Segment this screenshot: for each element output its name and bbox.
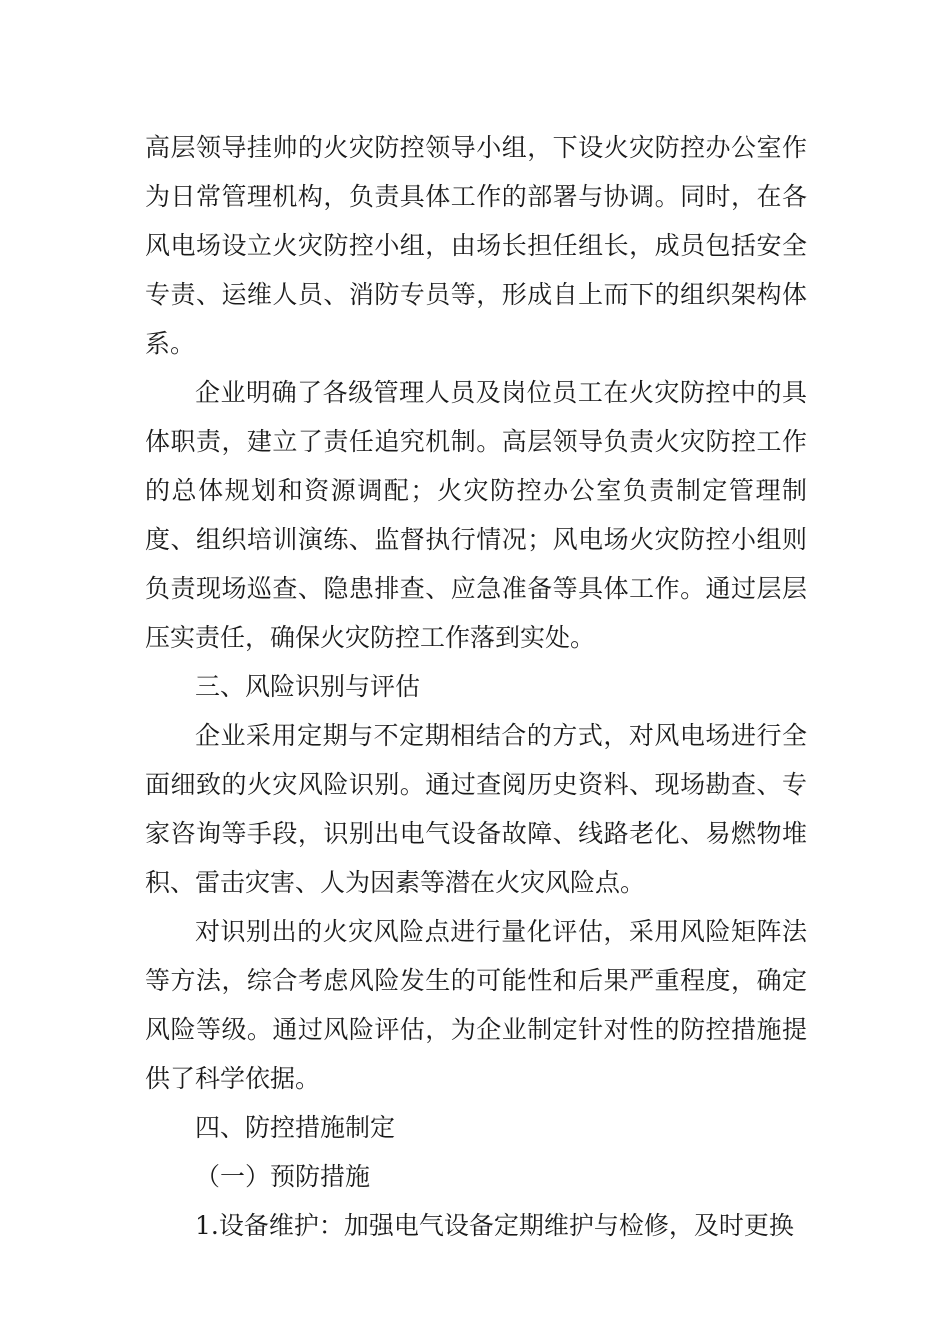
paragraph-risk-assessment: 对识别出的火灾风险点进行量化评估，采用风险矩阵法等方法，综合考虑风险发生的可能性和后果严重程度，确定风险等级。通过风险评估，为企业制定针对性的防控措施提供了科学依据。 <box>145 917 807 1093</box>
subsection-heading-prevention: （一）预防措施 <box>195 1162 371 1191</box>
paragraph-risk-identification: 企业采用定期与不定期相结合的方式，对风电场进行全面细致的火灾风险识别。通过查阅历史资料、现场勘查、专家咨询等手段，识别出电气设备故障、线路老化、易燃物堆积、雷击灾害、人为因素等潜在火灾风险点。 <box>145 721 807 897</box>
document-body <box>145 123 807 1250</box>
paragraph-organization-structure: 高层领导挂帅的火灾防控领导小组，下设火灾防控办公室作为日常管理机构，负责具体工作的部署与协调。同时，在各风电场设立火灾防控小组，由场长担任组长，成员包括安全专责、运维人员、消防专员等，形成自上而下的组织架构体系。 <box>145 133 807 358</box>
paragraph-responsibilities: 企业明确了各级管理人员及岗位员工在火灾防控中的具体职责，建立了责任追究机制。高层领导负责火灾防控工作的总体规划和资源调配；火灾防控办公室负责制定管理制度、组织培训演练、监督执行情况；风电场火灾防控小组则负责现场巡查、隐患排查、应急准备等具体工作。通过层层压实责任，确保火灾防控工作落到实处。 <box>145 378 807 652</box>
list-item-equipment-maintenance: 1.设备维护：加强电气设备定期维护与检修，及时更换 <box>195 1211 794 1240</box>
section-heading-risk-identification: 三、风险识别与评估 <box>195 672 421 701</box>
section-heading-control-measures: 四、防控措施制定 <box>195 1113 396 1142</box>
